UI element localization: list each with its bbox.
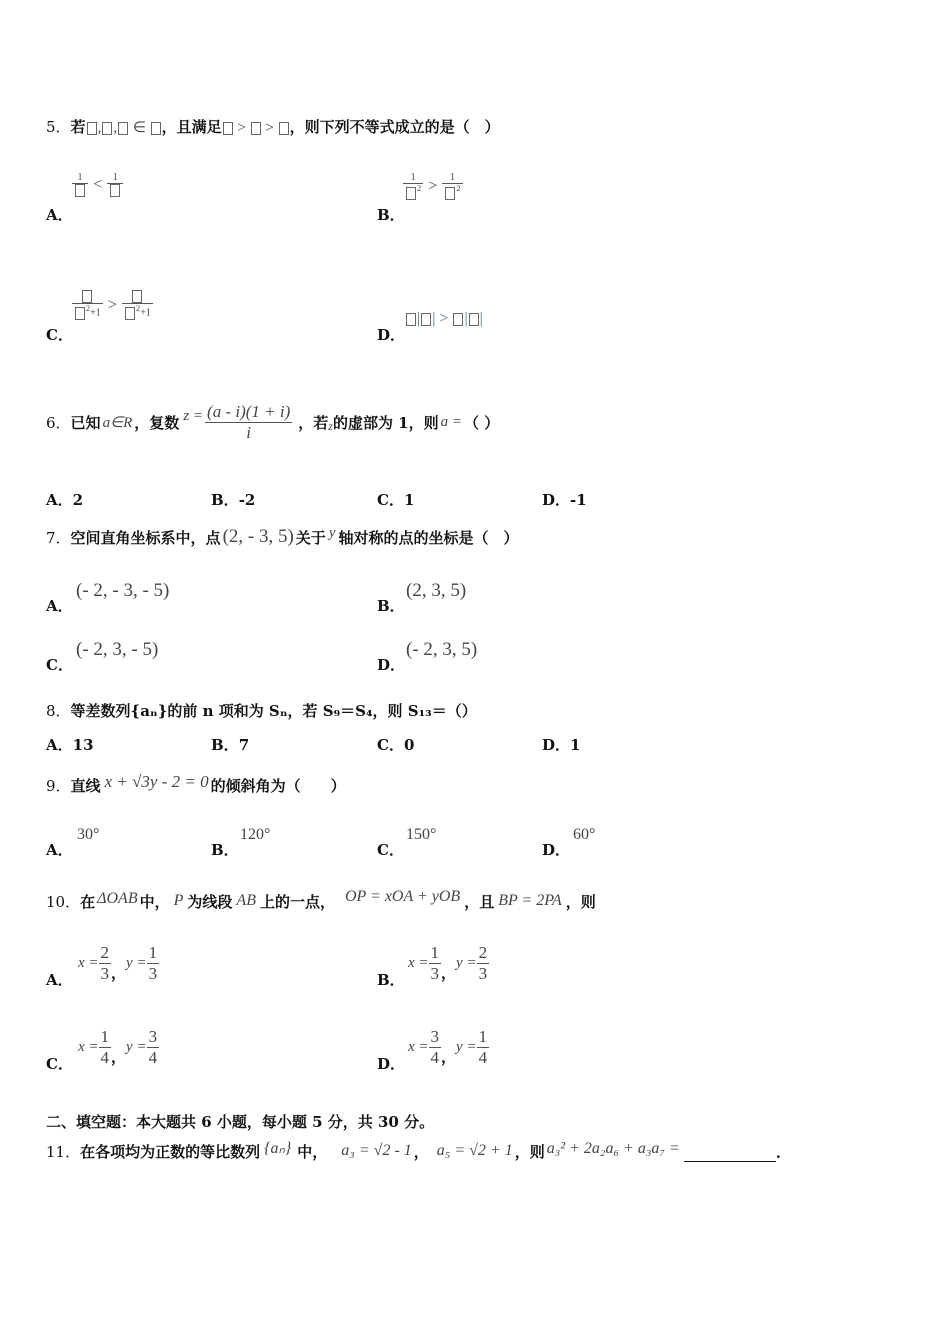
q8-option-d xyxy=(542,734,580,755)
q10-a-ynum: 1 xyxy=(148,943,158,962)
q6-number: 6． xyxy=(46,414,71,432)
q7-point: (2, - 3, 5) xyxy=(222,526,294,547)
q10-d-xeq: x = xyxy=(408,1039,429,1055)
q11-answer-blank[interactable] xyxy=(684,1147,776,1162)
q11-end: . xyxy=(775,1144,781,1162)
q5-b-num2: 1 xyxy=(449,172,455,183)
q6-option-b xyxy=(211,489,255,510)
q5-stem xyxy=(46,116,500,137)
q7-text-2: 关于 xyxy=(295,529,326,547)
q6-option-a xyxy=(46,489,83,510)
q10-d-xden: 4 xyxy=(430,1048,440,1067)
q9-stem xyxy=(46,772,346,796)
q5-text-1: 若 xyxy=(70,118,86,136)
q10-d-ynum: 1 xyxy=(478,1027,488,1046)
q8-b-label: B． xyxy=(211,736,239,754)
q5-c-sq1: 2 xyxy=(86,304,91,313)
q5-b-sq1: 2 xyxy=(417,184,422,193)
q10-c-yden: 4 xyxy=(148,1048,158,1067)
q6-b-value: -2 xyxy=(238,491,256,509)
q7-option-a-label: A． xyxy=(46,597,73,615)
q10-option-c-label: C． xyxy=(46,1055,73,1073)
q7-y: y xyxy=(328,525,336,541)
q5-text-2: ，且满足 xyxy=(161,118,222,136)
q9-option-d-label: D． xyxy=(542,841,571,859)
q6-a-value: 2 xyxy=(72,491,84,509)
q9-text-2: 的倾斜角为（ ） xyxy=(210,777,346,795)
q6-a-label: A． xyxy=(46,491,73,509)
q10-triangle: ΔOAB xyxy=(97,890,138,907)
q5-option-d-label: D． xyxy=(377,326,406,344)
q10-vector-eq: OP = xOA + yOB xyxy=(344,888,461,905)
q8-number: 8． xyxy=(46,702,71,720)
q5-b-sq2: 2 xyxy=(456,184,461,193)
q7-text-3: 轴对称的点的坐标是（ ） xyxy=(338,529,519,547)
q10-a-xnum: 2 xyxy=(100,943,110,962)
q9-option-d-value: 60° xyxy=(573,826,596,843)
q11-a3: a₃ = √2 - 1 xyxy=(341,1142,412,1159)
q6-d-label: D． xyxy=(542,491,571,509)
q10-b-xnum: 1 xyxy=(430,943,440,962)
q9-option-c-label: C． xyxy=(377,841,404,859)
q10-text-4: 上的一点， xyxy=(259,893,335,911)
q10-a-yden: 3 xyxy=(148,964,158,983)
q11-number: 11． xyxy=(46,1143,81,1161)
q5-option-b-label: B． xyxy=(377,206,405,224)
q5-option-a-formula: 1 < 1 xyxy=(72,172,123,197)
q10-option-a-label: A． xyxy=(46,971,73,989)
q9-option-c-value: 150° xyxy=(406,826,437,843)
q9-number: 9． xyxy=(46,777,71,795)
q10-text-3: 为线段 xyxy=(187,893,233,911)
q10-text-1: 在 xyxy=(80,893,96,911)
q11-stem xyxy=(46,1138,781,1162)
q10-d-yeq: y = xyxy=(456,1039,477,1055)
q10-b-yden: 3 xyxy=(478,964,488,983)
q9-option-b-label: B． xyxy=(211,841,239,859)
q5-c-plus1: +1 xyxy=(90,307,101,319)
q8-d-value: 1 xyxy=(570,736,581,754)
q7-number: 7． xyxy=(46,529,71,547)
q6-b-label: B． xyxy=(211,491,239,509)
q10-c-xnum: 1 xyxy=(100,1027,110,1046)
q10-a-xden: 3 xyxy=(100,964,110,983)
q5-option-a-label: A． xyxy=(46,206,73,224)
q10-d-comma: ， xyxy=(441,1048,457,1066)
q10-option-c-formula xyxy=(78,1027,159,1068)
q7-option-b-label: B． xyxy=(377,597,405,615)
q11-a5: a₅ = √2 + 1 xyxy=(436,1142,513,1159)
q6-denominator: i xyxy=(205,422,292,443)
q10-b-ynum: 2 xyxy=(478,943,488,962)
q9-option-a-value: 30° xyxy=(77,826,100,843)
q6-z-eq: z = xyxy=(183,408,204,424)
q10-text-2: 中， xyxy=(139,893,170,911)
q11-text-1: 在各项均为正数的等比数列 xyxy=(80,1143,261,1161)
q5-c-sq2: 2 xyxy=(136,304,141,313)
q6-text-3: ，若 xyxy=(298,414,329,432)
q8-b-value: 7 xyxy=(238,736,250,754)
q6-d-value: -1 xyxy=(570,491,587,509)
q6-text-4: 的虚部为 1，则 xyxy=(332,414,439,432)
q9-equation: x + √3y - 2 = 0 xyxy=(104,772,209,791)
q7-option-a-value: (- 2, - 3, - 5) xyxy=(76,580,170,601)
q5-set-condition: , , ∈ xyxy=(86,120,162,136)
q10-option-a-formula xyxy=(78,943,159,984)
q11-sep: ， xyxy=(413,1143,429,1161)
q10-a-comma: ， xyxy=(111,964,127,982)
q8-option-a xyxy=(46,734,94,755)
q6-condition: a∈R xyxy=(102,415,133,431)
q6-stem xyxy=(46,402,499,443)
q10-a-xeq: x = xyxy=(78,955,99,971)
q9-text-1: 直线 xyxy=(70,777,101,795)
q5-c-plus2: +1 xyxy=(140,307,151,319)
q8-a-label: A． xyxy=(46,736,73,754)
q10-number: 10． xyxy=(46,893,81,911)
q10-c-xeq: x = xyxy=(78,1039,99,1055)
q6-numerator: (a - i)(1 + i) xyxy=(207,402,291,421)
q5-number: 5． xyxy=(46,118,71,136)
q6-c-value: 1 xyxy=(403,491,415,509)
q10-option-d-label: D． xyxy=(377,1055,406,1073)
q10-a-yeq: y = xyxy=(126,955,147,971)
q5-option-c-formula: $^2$+1 > $^2$+1 xyxy=(72,290,153,320)
q10-text-6: ，则 xyxy=(565,893,596,911)
q10-b-comma: ， xyxy=(441,964,457,982)
q8-d-label: D． xyxy=(542,736,571,754)
q7-text-1: 空间直角坐标系中，点 xyxy=(70,529,221,547)
q8-c-value: 0 xyxy=(403,736,415,754)
q8-a-value: 13 xyxy=(72,736,94,754)
q5-option-b-formula: $\frac{1}{^2}$ > $\frac{1}{^2}$ xyxy=(403,172,463,200)
q8-option-c xyxy=(377,734,414,755)
q11-sequence: {aₙ} xyxy=(264,1140,292,1157)
q10-c-xden: 4 xyxy=(100,1048,110,1067)
q6-z: z xyxy=(328,419,333,433)
q10-option-b-formula xyxy=(408,943,489,984)
q10-d-yden: 4 xyxy=(478,1048,488,1067)
q10-b-yeq: y = xyxy=(456,955,477,971)
q10-stem xyxy=(46,888,596,912)
q6-fraction xyxy=(205,402,292,443)
q6-option-c xyxy=(377,489,414,510)
q10-bp-eq: BP = 2PA xyxy=(498,892,562,909)
q8-text: 等差数列{aₙ}的前 n 项和为 Sₙ，若 S₉＝S₄，则 S₁₃＝（） xyxy=(70,702,477,720)
q6-text-1: 已知 xyxy=(70,414,101,432)
q5-order-condition: > > xyxy=(222,120,290,136)
section-2-heading: 二、填空题：本大题共 6 小题，每小题 5 分，共 30 分。 xyxy=(46,1113,435,1131)
q10-b-xden: 3 xyxy=(430,964,440,983)
q11-text-2: 中， xyxy=(297,1143,328,1161)
q5-a-num2: 1 xyxy=(112,172,118,183)
q10-text-5: ，且 xyxy=(464,893,495,911)
q7-option-c-label: C． xyxy=(46,656,73,674)
q6-text-5: （ ） xyxy=(464,414,500,432)
q9-option-b-value: 120° xyxy=(240,826,271,843)
q10-segment-ab: AB xyxy=(236,892,256,909)
q7-stem xyxy=(46,525,519,548)
q10-option-b-label: B． xyxy=(377,971,405,989)
q8-c-label: C． xyxy=(377,736,404,754)
q9-option-a-label: A． xyxy=(46,841,73,859)
q8-stem xyxy=(46,700,477,721)
q5-b-num1: 1 xyxy=(410,172,416,183)
q6-option-d xyxy=(542,489,587,510)
q10-point-p: P xyxy=(173,892,184,909)
q6-text-2: ，复数 xyxy=(134,414,180,432)
q10-c-comma: ， xyxy=(111,1048,127,1066)
q11-expression: a₃² + 2a₂a₆ + a₃a₇ = xyxy=(546,1140,680,1157)
q6-a: a = xyxy=(440,414,462,430)
q5-option-d-formula: | | > | | xyxy=(405,310,483,328)
q7-option-d-label: D． xyxy=(377,656,406,674)
q10-d-xnum: 3 xyxy=(430,1027,440,1046)
q8-option-b xyxy=(211,734,249,755)
q7-option-c-value: (- 2, 3, - 5) xyxy=(76,639,159,660)
q5-a-num1: 1 xyxy=(77,172,83,183)
q7-option-d-value: (- 2, 3, 5) xyxy=(406,639,478,660)
q10-option-d-formula xyxy=(408,1027,489,1068)
q10-c-yeq: y = xyxy=(126,1039,147,1055)
q11-text-3: ，则 xyxy=(514,1143,545,1161)
q10-c-ynum: 3 xyxy=(148,1027,158,1046)
q5-option-c-label: C． xyxy=(46,326,73,344)
q7-option-b-value: (2, 3, 5) xyxy=(406,580,467,601)
q5-text-3: ，则下列不等式成立的是（ ） xyxy=(289,118,500,136)
q6-c-label: C． xyxy=(377,491,404,509)
q10-b-xeq: x = xyxy=(408,955,429,971)
